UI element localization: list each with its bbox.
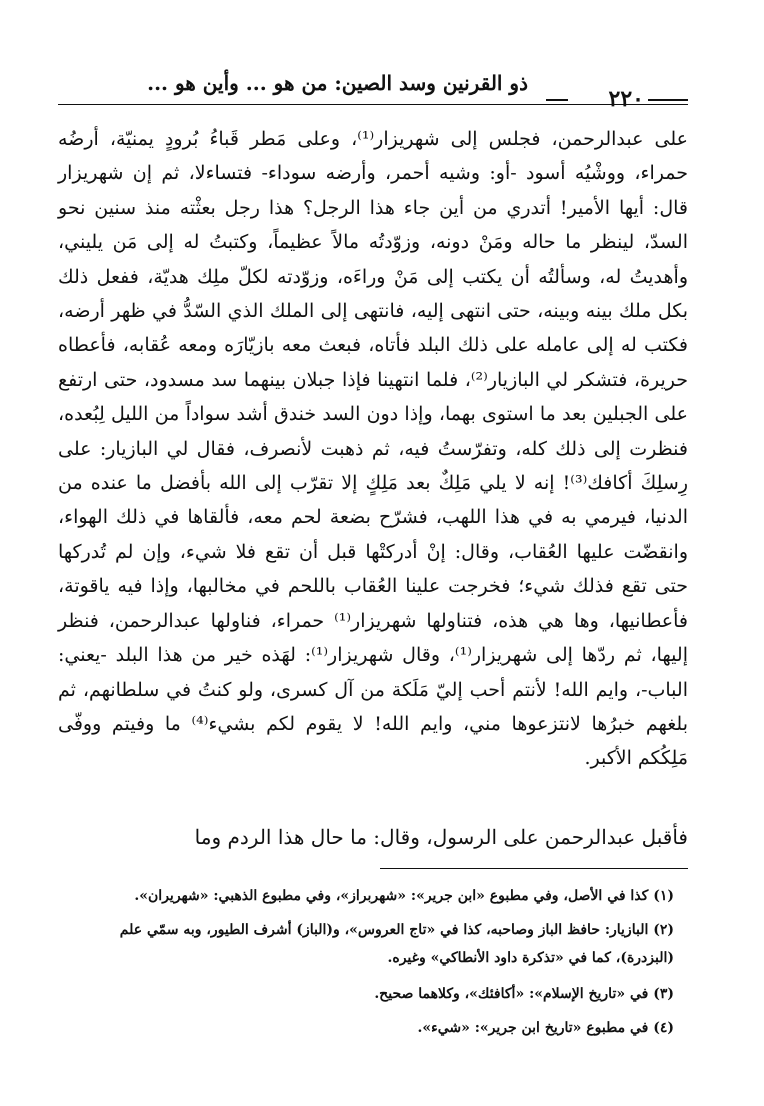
footnote-3: (٣) في «تاريخ الإسلام»: «أكافئك»، وكلاهما صحيح. xyxy=(374,986,674,1002)
header-dash xyxy=(546,99,568,101)
header-rule xyxy=(58,104,688,105)
footnote-separator xyxy=(380,868,688,869)
main-paragraph: على عبدالرحمن، فجلس إلى شهريزار⁽¹⁾، وعلى مَطر قَباءُ بُرودٍ يمنيّة، أرضُه حمراء، ووشْيُه أسود -أو: وشيه أحمر، وأرضه سوداء- فتساءلا، ثم إن شهريزار قال: أيها الأمير! أتدري من أين جاء هذا الرجل؟ هذا رجل بعثْته منذ سنين نحو السدّ، لينظر ما حاله ومَنْ دونه، وزوّدتُه مالاً عظيماً، وكتبتُ له إلى مَن يليني، وأهديتُ له، وسألتُه أن يكتب إلى مَنْ وراءَه، وزوّدته لكلّ ملِك هديّة، ففعل ذلك بكل ملك بينه وبينه، حتى انتهى إليه، فانتهى إلى الملك الذي السّدُّ في ظهر أرضه، فكتب له إلى عامله على ذلك البلد فأتاه، فبعث معه بازيّارَه ومعه عُقابه، فأعطاه حريرة، فتشكر لي البازيار⁽²⁾، فلما انتهينا فإذا جبلان بينهما سد مسدود، حتى ارتفع على الجبلين بعد ما استوى بهما، وإذا دون السد خندق أشد سواداً من الليل لِبُعده، فنظرت إلى ذلك كله، وتفرّستُ فيه، ثم ذهبت لأنصرف، فقال لي البازيار: على رِسلِكَ أكافك⁽³⁾! إنه لا يلي مَلِكٌ بعد مَلِكٍ إلا تقرّب إلى الله بأفضل ما عنده من الدنيا، فيرمي به في هذا اللهب، فشرّح بضعة لحم معه، فألقاها في ذلك الهواء، وانقضّت عليها العُقاب، وقال: إنْ أدركتْها قبل أن تقع فلا شيء، وإن لم تُدركها حتى تقع فذلك شيء؛ فخرجت علينا العُقاب باللحم في مخالبها، وإذا فيه ياقوتة، فأعطانيها، وها هي هذه، فتناولها شهريزار⁽¹⁾ حمراء، فناولها عبدالرحمن، فنظر إليها، ثم ردّها إلى شهريزار⁽¹⁾، وقال شهريزار⁽¹⁾: لهَذه خير من هذا البلد -يعني: الباب-، وايم الله! لأنتم أحب إليّ مَلَكة من آل كسرى، ولو كنتُ في سلطانهم، ثم بلغهم خبرُها لانتزعوها مني، وايم الله! لا يقوم لكم بشيء⁽⁴⁾ ما وفيتم ووفّى مَلِكُكم الأكبر. xyxy=(58,128,689,770)
footnote-2: (٢) البازيار: حافظ الباز وصاحبه، كذا في «تاج العروس»، و(الباز) أشرف الطيور، وبه سمّي علم (البزدرة)، كما في «تذكرة داود الأنطاكي» وغيره. xyxy=(119,922,674,966)
running-title: ذو القرنين وسد الصين: من هو ... وأين هو ... xyxy=(147,71,528,95)
footnote-1: (١) كذا في الأصل، وفي مطبوع «ابن جرير»: «شهربراز»، وفي مطبوع الذهبي: «شهريران». xyxy=(134,888,674,904)
page-number: ٢٢٠ xyxy=(608,86,644,112)
running-header xyxy=(58,70,688,112)
header-dash xyxy=(648,99,688,101)
main-text xyxy=(58,122,688,772)
footnotes xyxy=(58,882,688,1048)
paragraph-start: فأقبل عبدالرحمن على الرسول، وقال: ما حال هذا الردم وما xyxy=(194,825,688,849)
footnote-4: (٤) في مطبوع «تاريخ ابن جرير»: «شيء». xyxy=(417,1020,674,1036)
